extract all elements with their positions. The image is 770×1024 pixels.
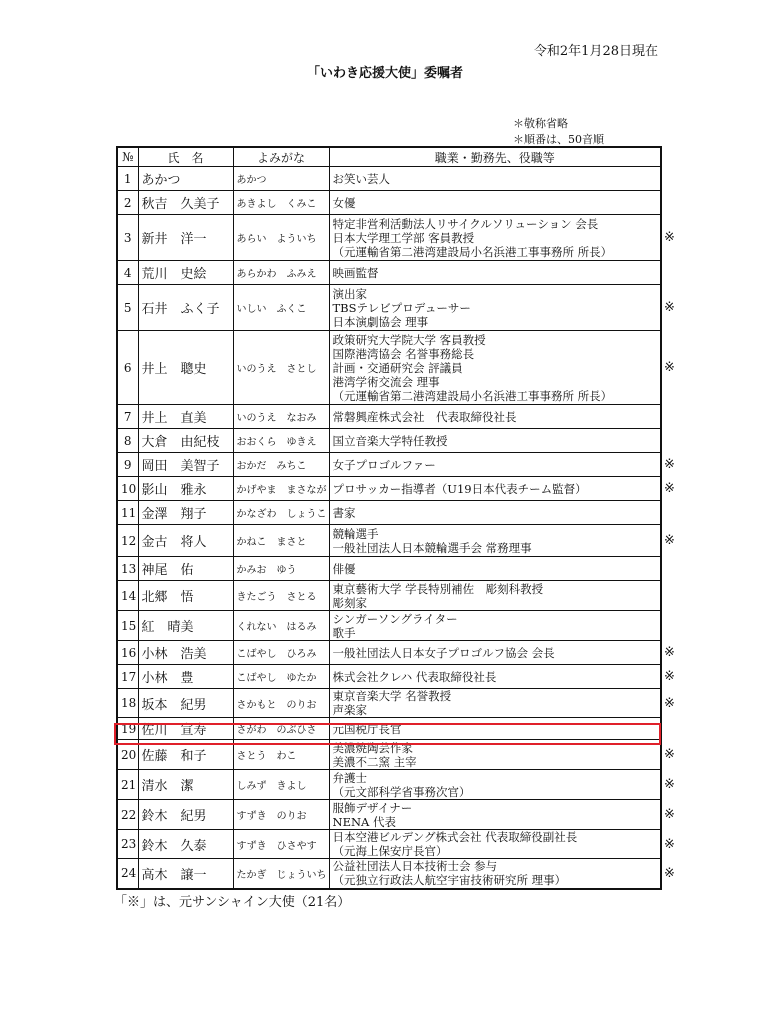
person-name: あかつ	[138, 167, 233, 191]
person-name: 金澤 翔子	[138, 501, 233, 525]
row-number: 9	[117, 453, 138, 477]
occupation-line: 演出家	[332, 286, 367, 301]
former-ambassador-mark: ※	[664, 300, 675, 315]
person-name: 鈴木 久泰	[138, 830, 233, 859]
name-reading: いのうえ なおみ	[233, 405, 329, 429]
occupation-cell	[329, 453, 661, 477]
document-title: 「いわき応援大使」委嘱者	[306, 66, 463, 81]
name-reading: くれない はるみ	[233, 611, 329, 641]
table-row	[117, 191, 661, 215]
occupation-line: 国際港湾協会 名誉事務総長	[332, 346, 475, 361]
table-row	[117, 800, 661, 830]
person-name: 井上 直美	[138, 405, 233, 429]
occupation-line: 元国税庁長官	[332, 721, 402, 736]
occupation-line: 国立音楽大学特任教授	[332, 433, 448, 448]
former-ambassador-mark: ※	[664, 360, 675, 375]
name-reading: いしい ふくこ	[233, 285, 329, 331]
row-number: 4	[117, 261, 138, 285]
row-number: 13	[117, 557, 138, 581]
row-number: 11	[117, 501, 138, 525]
occupation-cell	[329, 501, 661, 525]
occupation-line: TBSテレビプロデューサー	[332, 300, 471, 315]
row-number: 3	[117, 215, 138, 261]
occupation-line: 彫刻家	[332, 595, 367, 610]
row-number: 2	[117, 191, 138, 215]
occupation-line: 弁護士	[332, 770, 367, 785]
row-number: 10	[117, 477, 138, 501]
table-row	[117, 331, 661, 405]
name-reading: さかもと のりお	[233, 689, 329, 718]
occupation-line: 常磐興産株式会社 代表取締役社長	[332, 409, 517, 424]
name-reading: かげやま まさなが	[233, 477, 329, 501]
table-row	[117, 261, 661, 285]
occupation-cell	[329, 429, 661, 453]
row-number: 8	[117, 429, 138, 453]
name-reading: さがわ のぶひさ	[233, 718, 329, 740]
occupation-line: 港湾学術交流会 理事	[332, 374, 440, 389]
row-number: 1	[117, 167, 138, 191]
person-name: 坂本 紀男	[138, 689, 233, 718]
former-ambassador-mark: ※	[664, 836, 675, 852]
occupation-line: 日本空港ビルデング株式会社 代表取締役副社長	[332, 830, 578, 844]
name-reading: しみず きよし	[233, 770, 329, 800]
occupation-cell	[329, 770, 661, 800]
person-name: 佐藤 和子	[138, 740, 233, 770]
occupation-line: 政策研究大学院大学 客員教授	[332, 332, 486, 347]
table-row	[117, 525, 661, 557]
occupation-line: 株式会社クレハ 代表取締役社長	[332, 669, 497, 684]
column-header-number: №	[117, 147, 138, 167]
name-reading: たかぎ じょういち	[233, 859, 329, 889]
occupation-cell	[329, 525, 661, 557]
occupation-cell	[329, 557, 661, 581]
occupation-cell	[329, 477, 661, 501]
occupation-line: 書家	[332, 505, 356, 520]
name-reading: きたごう さとる	[233, 581, 329, 611]
occupation-cell	[329, 581, 661, 611]
name-reading: おかだ みちこ	[233, 453, 329, 477]
person-name: 神尾 佑	[138, 557, 233, 581]
former-ambassador-mark: ※	[664, 695, 675, 711]
table-row	[117, 581, 661, 611]
occupation-line: 一般社団法人日本競輪選手会 常務理事	[332, 540, 532, 555]
name-reading: こばやし ゆたか	[233, 665, 329, 689]
table-row	[117, 665, 661, 689]
person-name: 岡田 美智子	[138, 453, 233, 477]
person-name: 小林 豊	[138, 665, 233, 689]
row-number: 23	[117, 830, 138, 859]
occupation-line: プロサッカー指導者（U19日本代表チーム監督）	[332, 481, 587, 496]
occupation-line: 女子プロゴルファー	[332, 457, 436, 472]
table-row	[117, 453, 661, 477]
name-reading: すずき のりお	[233, 800, 329, 830]
occupation-line: 計画・交通研究会 評議員	[332, 360, 463, 375]
former-ambassador-mark: ※	[664, 747, 675, 762]
former-ambassador-mark: ※	[664, 866, 675, 881]
column-header-occupation: 職業・勤務先、役職等	[329, 147, 661, 167]
occupation-line: （元独立行政法人航空宇宙技術研究所 理事）	[332, 873, 567, 888]
occupation-cell	[329, 800, 661, 830]
occupation-line: （元海上保安庁長官）	[332, 844, 448, 858]
person-name: 石井 ふく子	[138, 285, 233, 331]
occupation-cell	[329, 859, 661, 889]
name-reading: かねこ まさと	[233, 525, 329, 557]
person-name: 高木 譲一	[138, 859, 233, 889]
table-row	[117, 167, 661, 191]
name-reading: あらかわ ふみえ	[233, 261, 329, 285]
row-number: 6	[117, 331, 138, 405]
person-name: 秋吉 久美子	[138, 191, 233, 215]
row-number: 15	[117, 611, 138, 641]
occupation-cell	[329, 167, 661, 191]
note-sort-order: ＊順番は、50音順	[513, 133, 604, 146]
person-name: 大倉 由紀枝	[138, 429, 233, 453]
table-row	[117, 611, 661, 641]
name-reading: すずき ひさやす	[233, 830, 329, 859]
occupation-line: 美濃焼陶芸作家	[332, 740, 413, 755]
row-number: 21	[117, 770, 138, 800]
former-ambassador-mark: ※	[664, 807, 675, 822]
row-number: 19	[117, 718, 138, 740]
occupation-cell	[329, 215, 661, 261]
table-row	[117, 689, 661, 718]
name-reading: あきよし くみこ	[233, 191, 329, 215]
person-name: 紅 晴美	[138, 611, 233, 641]
person-name: 小林 浩美	[138, 641, 233, 665]
person-name: 荒川 史絵	[138, 261, 233, 285]
occupation-line: （元運輸省第二港湾建設局小名浜港工事事務所 所長）	[332, 388, 613, 403]
table-row	[117, 285, 661, 331]
table-header-row	[117, 147, 661, 167]
row-number: 22	[117, 800, 138, 830]
occupation-line: （元文部科学省事務次官）	[332, 784, 471, 799]
person-name: 新井 洋一	[138, 215, 233, 261]
name-reading: あかつ	[233, 167, 329, 191]
note-honorifics-omitted: ＊敬称省略	[513, 117, 568, 130]
person-name: 金古 将人	[138, 525, 233, 557]
occupation-line: 美濃不二窯 主宰	[332, 754, 417, 769]
former-ambassador-mark: ※	[664, 481, 675, 496]
occupation-cell	[329, 665, 661, 689]
row-number: 17	[117, 665, 138, 689]
column-header-name: 氏 名	[138, 147, 233, 167]
occupation-line: 特定非営利活動法人リサイクルソリューション 会長	[332, 216, 599, 231]
occupation-line: 東京音楽大学 名誉教授	[332, 689, 452, 703]
occupation-line: 東京藝術大学 学長特別補佐 彫刻科教授	[332, 581, 544, 596]
occupation-line: お笑い芸人	[332, 171, 390, 186]
occupation-line: 映画監督	[332, 265, 379, 280]
occupation-cell	[329, 191, 661, 215]
table-body	[117, 167, 661, 889]
occupation-line: （元運輸省第二港湾建設局小名浜港工事事務所 所長）	[332, 244, 613, 259]
occupation-cell	[329, 689, 661, 718]
table-row	[117, 405, 661, 429]
occupation-cell	[329, 285, 661, 331]
table-row	[117, 830, 661, 859]
occupation-line: 俳優	[332, 561, 356, 576]
name-reading: かなざわ しょうこ	[233, 501, 329, 525]
occupation-cell	[329, 405, 661, 429]
row-number: 7	[117, 405, 138, 429]
occupation-line: 日本演劇協会 理事	[332, 314, 429, 329]
table-row	[117, 501, 661, 525]
occupation-cell	[329, 641, 661, 665]
name-reading: さとう わこ	[233, 740, 329, 770]
name-reading: あらい よういち	[233, 215, 329, 261]
occupation-cell	[329, 331, 661, 405]
occupation-line: 服飾デザイナー	[332, 800, 413, 815]
table-row	[117, 859, 661, 889]
former-ambassador-mark: ※	[664, 645, 675, 660]
person-name: 佐川 宣寿	[138, 718, 233, 740]
table-row	[117, 557, 661, 581]
former-ambassador-mark: ※	[664, 457, 675, 472]
row-number: 20	[117, 740, 138, 770]
person-name: 清水 潔	[138, 770, 233, 800]
highlighted-row-outline	[114, 723, 661, 745]
occupation-line: 女優	[332, 195, 356, 210]
table-row	[117, 215, 661, 261]
occupation-line: シンガーソングライター	[332, 611, 458, 626]
former-ambassador-mark: ※	[664, 669, 675, 684]
person-name: 鈴木 紀男	[138, 800, 233, 830]
name-reading: こばやし ひろみ	[233, 641, 329, 665]
person-name: 井上 聰史	[138, 331, 233, 405]
former-ambassador-mark: ※	[664, 230, 675, 245]
table-row	[117, 770, 661, 800]
as-of-date: 令和2年1月28日現在	[533, 44, 658, 59]
occupation-line: 声楽家	[332, 703, 367, 717]
name-reading: いのうえ さとし	[233, 331, 329, 405]
occupation-line: 歌手	[332, 625, 356, 640]
table-row	[117, 429, 661, 453]
occupation-line: 競輪選手	[332, 526, 379, 541]
row-number: 12	[117, 525, 138, 557]
occupation-cell	[329, 611, 661, 641]
footnote: 「※」は、元サンシャイン大使（21名）	[114, 895, 351, 910]
occupation-cell	[329, 830, 661, 859]
occupation-line: 日本大学理工学部 客員教授	[332, 230, 475, 245]
row-number: 5	[117, 285, 138, 331]
person-name: 影山 雅永	[138, 477, 233, 501]
occupation-line: 公益社団法人日本技術士会 参与	[332, 859, 498, 874]
row-number: 24	[117, 859, 138, 889]
occupation-line: 一般社団法人日本女子プロゴルフ協会 会長	[332, 645, 555, 660]
column-header-reading: よみがな	[233, 147, 329, 167]
table-row	[117, 477, 661, 501]
occupation-line: NENA 代表	[332, 814, 396, 829]
name-reading: おおくら ゆきえ	[233, 429, 329, 453]
occupation-cell	[329, 261, 661, 285]
row-number: 16	[117, 641, 138, 665]
table-row	[117, 641, 661, 665]
name-reading: かみお ゆう	[233, 557, 329, 581]
row-number: 14	[117, 581, 138, 611]
person-name: 北郷 悟	[138, 581, 233, 611]
former-ambassador-mark: ※	[664, 533, 675, 548]
ambassador-table	[116, 146, 662, 890]
row-number: 18	[117, 689, 138, 718]
former-ambassador-mark: ※	[664, 777, 675, 792]
